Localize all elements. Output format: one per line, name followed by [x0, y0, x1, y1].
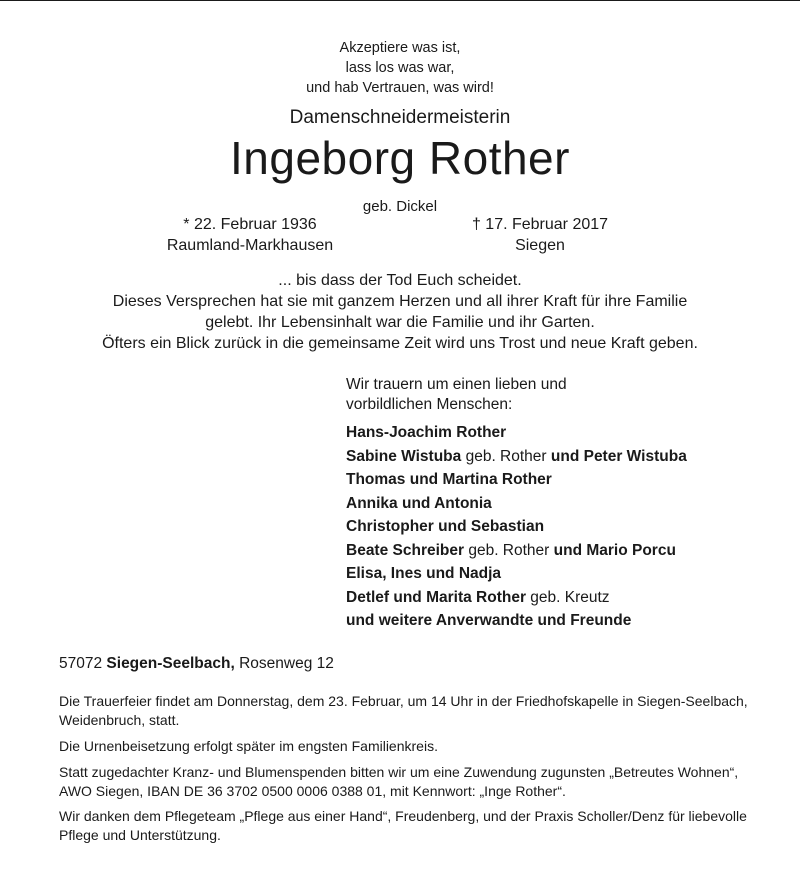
- family-member-line: [346, 421, 506, 445]
- family-member-name: Detlef und Marita Rother: [346, 588, 526, 606]
- family-member-line: [346, 609, 631, 633]
- quote-line: gelebt. Ihr Lebensinhalt war die Familie und ihr Garten.: [205, 314, 595, 331]
- mourning-intro: Wir trauern um einen lieben und: [346, 376, 567, 393]
- birth-place: Raumland-Markhausen: [166, 237, 334, 254]
- family-member-line: [346, 562, 501, 586]
- death-place: Siegen: [515, 237, 565, 254]
- family-member-name: Beate Schreiber: [346, 541, 465, 559]
- family-member-maiden-note: geb. Rother: [461, 447, 551, 465]
- address: [59, 655, 334, 673]
- family-member-line: [346, 468, 552, 492]
- motto-line: lass los was war,: [345, 60, 455, 76]
- family-member-name: Annika und Antonia: [346, 494, 492, 512]
- family-member-name: und Peter Wistuba: [550, 447, 687, 465]
- address-city: Siegen-Seelbach,: [106, 655, 235, 672]
- deceased-name: Ingeborg Rother: [230, 132, 570, 184]
- death-date: † 17. Februar 2017: [471, 216, 609, 233]
- motto-line: und hab Vertrauen, was wird!: [306, 80, 494, 96]
- family-member-maiden-note: geb. Kreutz: [525, 588, 610, 606]
- birth-date: * 22. Februar 1936: [183, 216, 317, 233]
- detail-paragraph: Statt zugedachter Kranz- und Blumenspenden bitten wir um eine Zuwendung zugunsten „Betreutes Wohnen“, AWO Siegen, IBAN DE 36 3702 0500 0006 0388 01, mit Kennwort: „Inge Rother“.: [59, 764, 739, 799]
- quote-line: Dieses Versprechen hat sie mit ganzem Herzen und all ihrer Kraft für ihre Familie: [112, 293, 688, 310]
- address-zip: 57072: [59, 655, 103, 672]
- family-member-line: [346, 515, 544, 539]
- family-member-line: [346, 445, 687, 469]
- family-member-line: [346, 492, 492, 516]
- detail-paragraph: Die Trauerfeier findet am Donnerstag, dem 23. Februar, um 14 Uhr in der Friedhofskapelle in Siegen-Seelbach, Weidenbruch, statt.: [59, 693, 748, 728]
- detail-paragraph: Wir danken dem Pflegeteam „Pflege aus einer Hand“, Freudenberg, und der Praxis Scholler/Denz für liebevolle Pflege und Unterstützung.: [59, 808, 747, 843]
- family-member-name: Sabine Wistuba: [346, 447, 462, 465]
- quote-line: Öfters ein Blick zurück in die gemeinsame Zeit wird uns Trost und neue Kraft geben.: [102, 335, 698, 352]
- family-member-name: Elisa, Ines und Nadja: [346, 565, 502, 582]
- family-member-name: und weitere Anverwandte und Freunde: [346, 612, 632, 629]
- family-member-name: Christopher und Sebastian: [346, 518, 545, 535]
- family-member-line: [346, 586, 610, 610]
- motto-line: Akzeptiere was ist,: [339, 40, 461, 56]
- family-member-line: [346, 539, 676, 563]
- family-member-name: Hans-Joachim Rother: [346, 424, 507, 441]
- profession: Damenschneidermeisterin: [289, 107, 511, 128]
- family-member-name: und Mario Porcu: [553, 541, 676, 559]
- mourning-intro: vorbildlichen Menschen:: [346, 396, 513, 413]
- maiden-name: geb. Dickel: [362, 198, 438, 215]
- address-street: Rosenweg 12: [239, 655, 334, 672]
- family-member-name: Thomas und Martina Rother: [346, 471, 552, 488]
- family-member-maiden-note: geb. Rother: [464, 541, 554, 559]
- quote-line: ... bis dass der Tod Euch scheidet.: [278, 272, 522, 289]
- detail-paragraph: Die Urnenbeisetzung erfolgt später im engsten Familienkreis.: [59, 738, 438, 754]
